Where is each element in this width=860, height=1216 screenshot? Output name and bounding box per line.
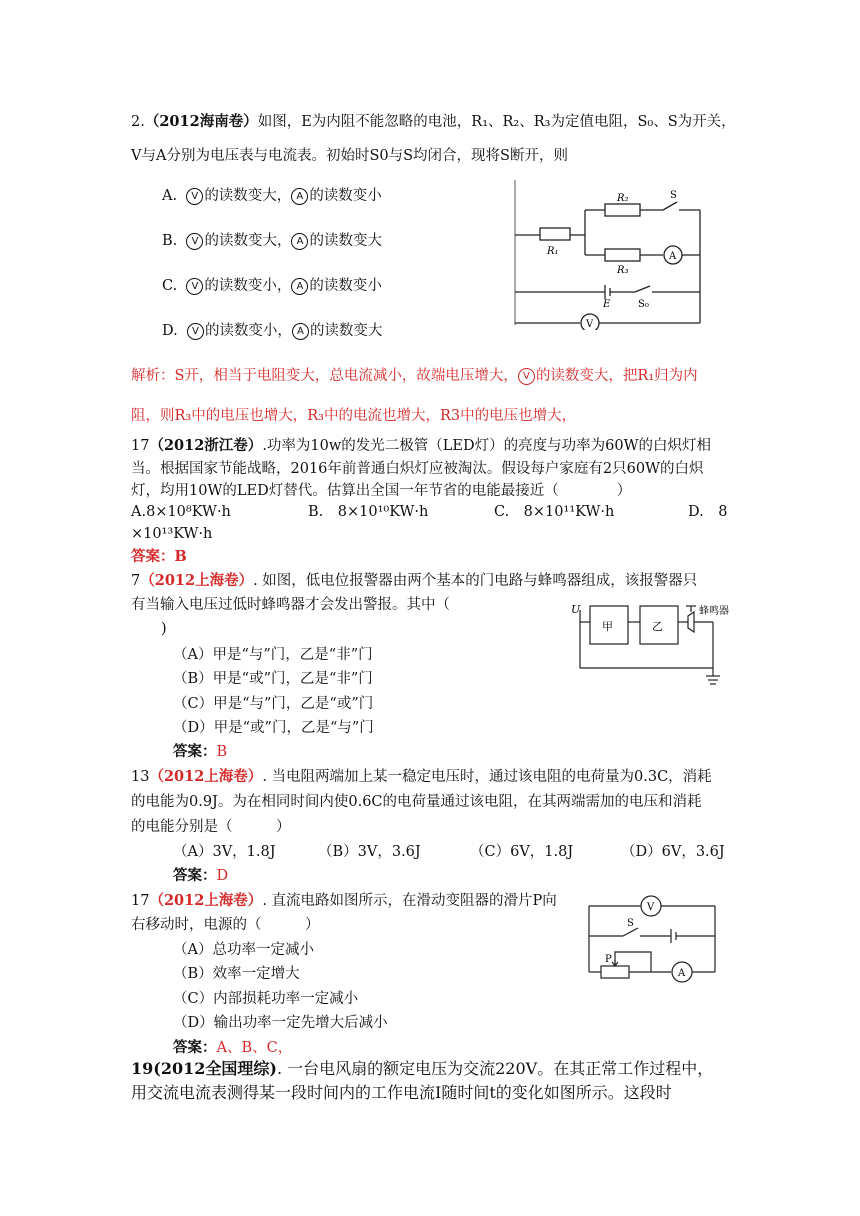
r2-label: R₂ xyxy=(617,193,629,204)
q17zj-line3: 灯，均用10W的LED灯替代。估算出全国一年节省的电能最接近（ ） xyxy=(131,483,632,499)
q19-source: (2012全国理综) xyxy=(153,1059,277,1078)
gate-jia-label: 甲 xyxy=(602,620,613,633)
option-text: 的读数变小 xyxy=(309,278,382,294)
voltmeter-icon: V xyxy=(187,323,204,340)
q17zj-text: .功率为10w的发光二极管（LED灯）的亮度与功率为60W的白炽灯相 xyxy=(262,438,711,454)
q17zj-line2: 当。根据国家节能战略，2016年前普通白炽灯应被淘汰。假设每户家庭有2只60W的白炽 xyxy=(131,461,704,477)
q17sh-option-b: （B）效率一定增大 xyxy=(173,966,300,982)
q17zj-option-c: C. 8×10¹¹KW·h xyxy=(494,504,615,520)
answer-value: B xyxy=(216,744,228,760)
q13sh-option-c: （C）6V，1.8J xyxy=(470,844,574,860)
answer-value: A、B、C， xyxy=(216,1040,293,1056)
q17zj-option-d: D. 8 xyxy=(688,504,728,520)
q13sh-option-b: （B）3V，3.6J xyxy=(318,844,421,860)
q17sh-circuit-diagram xyxy=(583,894,723,984)
q13sh-line3: 的电能分别是（ ） xyxy=(131,819,291,835)
ammeter-icon: A xyxy=(291,188,308,205)
q17sh-answer xyxy=(173,1038,292,1058)
q17sh-option-d: （D）输出功率一定先增大后减小 xyxy=(173,1015,388,1031)
q17sh-line1 xyxy=(131,891,557,911)
answer-value: D xyxy=(216,868,229,884)
q2-analysis-line2: 阻，则R₃中的电压也增大，R₃中的电流也增大，R3中的电压也增大， xyxy=(131,408,577,424)
q13sh-option-d: （D）6V，3.6J xyxy=(621,844,725,860)
voltmeter-label: V xyxy=(586,319,594,330)
q2-analysis-line1 xyxy=(131,366,698,386)
q2-option-d xyxy=(162,321,382,341)
q7sh-text: . 如图，低电位报警器由两个基本的门电路与蜂鸣器组成，该报警器只 xyxy=(253,573,698,589)
q2-circuit-diagram xyxy=(505,180,730,330)
option-label: B. xyxy=(162,233,178,249)
q17zj-number: 17 xyxy=(131,438,150,454)
voltmeter-icon: V xyxy=(186,188,203,205)
option-text: 的读数变大 xyxy=(309,233,382,249)
answer-label: 答案： xyxy=(173,1039,217,1056)
q17zj-line1 xyxy=(131,436,711,456)
gate-yi-label: 乙 xyxy=(652,620,663,633)
s-label: S xyxy=(670,190,677,201)
q19-text: . 一台电风扇的额定电压为交流220V。在其正常工作过程中， xyxy=(276,1059,714,1078)
q2-source: （2012海南卷） xyxy=(144,113,258,130)
q13sh-answer xyxy=(173,866,228,886)
q2-line1 xyxy=(131,112,736,132)
q17zj-source: （2012浙江卷） xyxy=(149,437,263,454)
q17zj-answer: 答案：B xyxy=(131,548,187,565)
r1-label: R₁ xyxy=(547,246,559,257)
q2-number: 2. xyxy=(131,114,145,130)
option-label: C. xyxy=(162,278,178,294)
voltmeter-icon: V xyxy=(518,368,535,385)
q13sh-line1 xyxy=(131,767,712,787)
ammeter-label: A xyxy=(678,968,686,979)
q13sh-number: 13 xyxy=(131,769,150,785)
q17zj-option-b: B. 8×10¹⁰KW·h xyxy=(308,504,429,520)
ammeter-label: A xyxy=(669,251,677,262)
q2-option-c xyxy=(162,276,382,296)
q17sh-option-a: （A）总功率一定减小 xyxy=(173,942,314,958)
e-label: E xyxy=(603,299,611,310)
option-text: 的读数变大， xyxy=(204,188,292,204)
option-text: 的读数变小， xyxy=(204,278,292,294)
q2-option-a xyxy=(162,186,382,206)
q17zj-option-a: A.8×10⁸KW·h xyxy=(131,504,231,520)
option-label: A. xyxy=(162,188,178,204)
q2-option-b xyxy=(162,231,382,251)
q7sh-number: 7 xyxy=(131,573,141,589)
q7sh-answer xyxy=(173,742,227,762)
q13sh-line2: 的电能为0.9J。为在相同时间内使0.6C的电荷量通过该电阻，在其两端需加的电压和消耗 xyxy=(131,794,702,810)
q7sh-line1 xyxy=(131,571,697,591)
s0-label: S₀ xyxy=(638,299,649,310)
option-label: D. xyxy=(162,323,178,339)
q7sh-line2: 有当输入电压过低时蜂鸣器才会发出警报。其中（ xyxy=(131,597,450,613)
q19-number: 19 xyxy=(131,1059,154,1078)
ammeter-icon: A xyxy=(291,233,308,250)
q17sh-option-c: （C）内部损耗功率一定减小 xyxy=(173,991,359,1007)
ammeter-icon: A xyxy=(291,278,308,295)
q17sh-number: 17 xyxy=(131,893,150,909)
q7sh-line3: ) xyxy=(161,621,167,637)
ammeter-icon: A xyxy=(292,323,309,340)
q2-line2: V与A分别为电压表与电流表。初始时S0与S均闭合，现将S断开，则 xyxy=(131,148,568,164)
r3-label: R₃ xyxy=(617,265,629,276)
q17sh-text: . 直流电路如图所示，在滑动变阻器的滑片P向 xyxy=(262,893,557,909)
switch-label: S xyxy=(627,918,634,929)
slider-label: P xyxy=(605,954,612,965)
q17zj-option-d-cont: ×10¹³KW·h xyxy=(131,526,213,542)
analysis-text: 的读数变大，把R₁归为内 xyxy=(535,368,698,384)
q17sh-source: （2012上海卷） xyxy=(149,892,263,909)
q13sh-source: （2012上海卷） xyxy=(149,768,263,785)
voltmeter-icon: V xyxy=(186,233,203,250)
analysis-text: 解析：S开，相当于电阻变大，总电流减小，故端电压增大， xyxy=(131,368,518,384)
q7sh-option-c: （C）甲是“与”门，乙是“或”门 xyxy=(173,696,374,712)
buzzer-label: 蜂鸣器 xyxy=(699,606,729,617)
option-text: 的读数变大， xyxy=(204,233,292,249)
answer-label: 答案： xyxy=(173,867,217,884)
option-text: 的读数变大 xyxy=(309,323,383,339)
q7sh-option-a: （A）甲是“与”门，乙是“非”门 xyxy=(173,647,373,663)
q2-text1: 如图，E为内阻不能忽略的电池，R₁、R₂、R₃为定值电阻，S₀、S为开关， xyxy=(257,114,736,130)
q17sh-line2: 右移动时，电源的（ ） xyxy=(131,917,320,933)
answer-label: 答案： xyxy=(173,743,217,760)
q7sh-source: （2012上海卷） xyxy=(140,572,254,589)
option-text: 的读数变小， xyxy=(204,323,292,339)
q7sh-option-b: （B）甲是“或”门，乙是“非”门 xyxy=(173,671,373,687)
voltmeter-label: V xyxy=(647,902,655,913)
voltmeter-icon: V xyxy=(186,278,203,295)
q13sh-text: . 当电阻两端加上某一稳定电压时，通过该电阻的电荷量为0.3C，消耗 xyxy=(262,769,712,785)
q7sh-option-d: （D）甲是“或”门，乙是“与”门 xyxy=(173,720,374,736)
q7-circuit-diagram xyxy=(568,598,740,686)
q19-line2: 用交流电流表测得某一段时间内的工作电流I随时间t的变化如图所示。这段时 xyxy=(131,1083,672,1102)
option-text: 的读数变小 xyxy=(309,188,382,204)
u-label: U xyxy=(571,603,581,616)
q13sh-option-a: （A）3V，1.8J xyxy=(173,844,276,860)
q19-line1 xyxy=(131,1059,713,1079)
